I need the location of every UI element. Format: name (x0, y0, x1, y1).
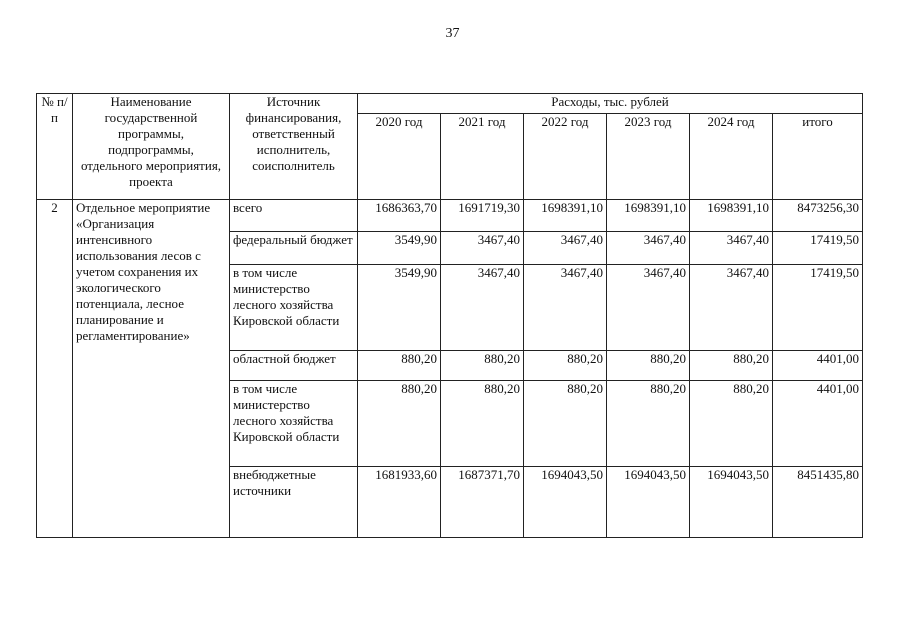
table-row (37, 200, 863, 232)
value-cell: 1681933,60 (358, 467, 441, 538)
source-cell: федеральный бюджет (230, 232, 358, 265)
program-name: Отдельное мероприятие «Организация интенсивного использования лесов с учетом сохранения их экологического потенциала, лесное планирование и регламентирование» (73, 200, 230, 538)
value-cell: 4401,00 (773, 351, 863, 381)
value-cell: 880,20 (524, 381, 607, 467)
value-cell: 1687371,70 (441, 467, 524, 538)
value-cell: 880,20 (607, 381, 690, 467)
value-cell: 1694043,50 (607, 467, 690, 538)
value-cell: 3467,40 (524, 265, 607, 351)
header-name: Наименование государственной программы, подпрограммы, отдельного мероприятия, проекта (73, 94, 230, 200)
value-cell: 4401,00 (773, 381, 863, 467)
source-cell: в том числе министерство лесного хозяйства Кировской области (230, 265, 358, 351)
value-cell: 880,20 (441, 351, 524, 381)
header-year-2020: 2020 год (358, 114, 441, 200)
value-cell: 3467,40 (441, 232, 524, 265)
source-cell: внебюджетные источники (230, 467, 358, 538)
program-index: 2 (37, 200, 73, 538)
page-number: 37 (445, 26, 460, 41)
value-cell: 1691719,30 (441, 200, 524, 232)
value-cell: 1698391,10 (690, 200, 773, 232)
value-cell: 880,20 (690, 381, 773, 467)
value-cell: 8451435,80 (773, 467, 863, 538)
value-cell: 3467,40 (441, 265, 524, 351)
value-cell: 17419,50 (773, 265, 863, 351)
value-cell: 1694043,50 (524, 467, 607, 538)
header-source: Источник финансирования, ответственный исполнитель, соисполнитель (230, 94, 358, 200)
value-cell: 1698391,10 (607, 200, 690, 232)
budget-table (36, 93, 863, 538)
value-cell: 3467,40 (607, 232, 690, 265)
header-row-top (37, 94, 863, 114)
value-cell: 3549,90 (358, 232, 441, 265)
value-cell: 3467,40 (524, 232, 607, 265)
value-cell: 3467,40 (607, 265, 690, 351)
value-cell: 880,20 (358, 381, 441, 467)
value-cell: 880,20 (524, 351, 607, 381)
header-year-2023: 2023 год (607, 114, 690, 200)
header-year-2024: 2024 год (690, 114, 773, 200)
value-cell: 17419,50 (773, 232, 863, 265)
value-cell: 1698391,10 (524, 200, 607, 232)
value-cell: 880,20 (690, 351, 773, 381)
value-cell: 1686363,70 (358, 200, 441, 232)
value-cell: 3467,40 (690, 265, 773, 351)
header-year-2022: 2022 год (524, 114, 607, 200)
value-cell: 1694043,50 (690, 467, 773, 538)
source-cell: в том числе министерство лесного хозяйства Кировской области (230, 381, 358, 467)
header-total: итого (773, 114, 863, 200)
value-cell: 880,20 (607, 351, 690, 381)
source-cell: областной бюджет (230, 351, 358, 381)
value-cell: 8473256,30 (773, 200, 863, 232)
value-cell: 880,20 (441, 381, 524, 467)
value-cell: 880,20 (358, 351, 441, 381)
value-cell: 3467,40 (690, 232, 773, 265)
header-expenses: Расходы, тыс. рублей (358, 94, 863, 114)
header-year-2021: 2021 год (441, 114, 524, 200)
header-num: № п/п (37, 94, 73, 200)
source-cell: всего (230, 200, 358, 232)
value-cell: 3549,90 (358, 265, 441, 351)
